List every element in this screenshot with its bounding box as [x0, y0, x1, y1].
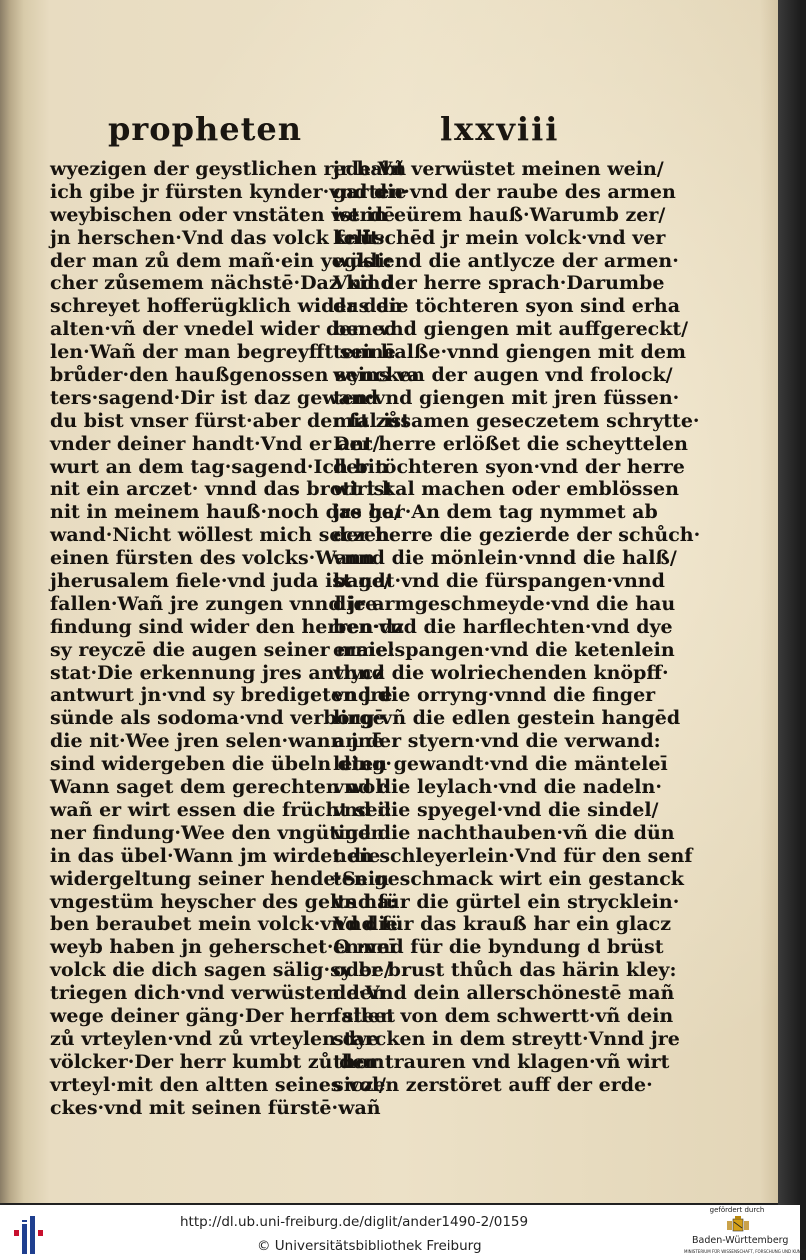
- text-column-left: [50, 158, 420, 1119]
- text-line: thor trauren vnd klagen·vñ wirt: [333, 1050, 670, 1073]
- text-line: wyezigen der geystlichen rede·Vñ: [50, 158, 407, 180]
- page-url[interactable]: http://dl.ub.uni-freiburg.de/diglit/ander1490-2/0159: [180, 1214, 529, 1230]
- text-line: nit ein arczet· vnnd das brott ist: [50, 478, 394, 501]
- copyright-notice: © Universitätsbibliothek Freiburg: [257, 1238, 482, 1254]
- text-line: sy reyczē die augen seiner maie:: [50, 638, 395, 661]
- text-line: zů vrteylen·vnd zů vrteylen dye: [50, 1027, 379, 1050]
- text-line: stat·Die erkennung jres antlycz: [50, 661, 384, 684]
- text-line: ling·vñ die edlen gestein hangēd: [333, 707, 681, 730]
- text-line: vngestüm heyscher des gelts ha:: [50, 890, 397, 913]
- text-line: wand·Nicht wöllest mich seczen: [50, 524, 390, 547]
- text-line: ckes·vnd mit seinen fürstē·wañ: [50, 1096, 381, 1119]
- sponsor-label: gefördert durch: [709, 1206, 765, 1214]
- text-line: der man zů dem mañ·ein yegkli:: [50, 249, 392, 272]
- text-line: vnd für die gürtel ein strycklein·: [333, 890, 680, 913]
- text-line: triegen dich·vnd verwüsten den: [50, 982, 386, 1005]
- text-line: ich gibe jr fürsten kynder·vnd die: [50, 180, 407, 203]
- text-line: nit in meinem hauß·noch das ge/: [50, 501, 401, 524]
- text-line: garten·vnd der raube des armen: [333, 180, 676, 203]
- text-line: das die töchteren syon sind erha: [333, 295, 681, 318]
- text-line: alten·vñ der vnedel wider den ed: [50, 318, 398, 341]
- text-line: weyb haben jn geherschet·O meī: [50, 936, 397, 959]
- text-line: ters·sagend·Dir ist daz gewand: [50, 386, 379, 409]
- text-line: sünde als sodoma·vnd verborgē: [50, 707, 385, 730]
- sponsor-name: Baden-Württemberg: [692, 1235, 789, 1246]
- text-line: leten gewandt·vnd die mänteleī: [333, 753, 668, 776]
- text-line: len·Wañ der man begreyfft seinē: [50, 341, 396, 364]
- text-line: bandt·vnd die fürspangen·vnnd: [333, 570, 665, 593]
- text-line: ten·vnd giengen mit jren füssen·: [333, 386, 680, 409]
- text-column-right: [333, 158, 701, 1097]
- text-line: wañ er wirt essen die frücht sei:: [50, 798, 392, 821]
- text-line: einen fürsten des volcks·Wann: [50, 547, 375, 570]
- text-line: ner findung·Wee den vngütigen: [50, 821, 385, 844]
- text-line: Vnd für das krauß har ein glacz: [333, 913, 671, 936]
- text-line: an der styern·vnd die verwand:: [333, 730, 661, 753]
- library-logo-icon: [12, 1212, 52, 1256]
- text-line: vnnd die mönlein·vnnd die halß/: [333, 547, 677, 570]
- text-line: nen schleyerlein·Vnd für den senf: [333, 844, 693, 867]
- sponsor-logo: [684, 1206, 806, 1258]
- text-line: volck die dich sagen sälig·sy be/: [50, 959, 391, 982]
- text-line: Wann saget dem gerechten wol·: [50, 776, 390, 799]
- text-line: sind widergeben die übeln ding·: [50, 753, 393, 776]
- text-line: schreyet hofferügklich wider den: [50, 295, 403, 318]
- text-line: oder brust thůch das härin kley:: [333, 959, 677, 982]
- text-line: vnd die spyegel·vnd die sindel/: [333, 798, 659, 821]
- text-line: ben beraubet mein volck·vnd die: [50, 913, 398, 936]
- text-line: wyncken der augen vnd frolock/: [333, 364, 673, 387]
- text-line: jre har·An dem tag nymmet ab: [333, 501, 658, 524]
- text-line: wirt kal machen oder emblössen: [333, 478, 679, 501]
- text-line: weybischen oder vnstäten werdē: [50, 203, 396, 226]
- text-line: antwurt jn·vnd sy bredigeten jre: [50, 684, 393, 707]
- text-line: cher zůsemem nächstē·Daz kind: [50, 272, 394, 295]
- text-line: du bist vnser fürst·aber der fal ist: [50, 409, 410, 432]
- folio-number: lxxviii: [440, 110, 560, 148]
- page-edge: [778, 0, 800, 1205]
- text-line: ben·vnd die harflechten·vnd dye: [333, 615, 673, 638]
- text-line: en·vnd für die byndung d brüst: [333, 936, 664, 959]
- text-line: die nit·Wee jren selen·wann jnē: [50, 730, 384, 753]
- text-line: fallen von dem schwertt·vñ dein: [333, 1004, 674, 1027]
- sponsor-ministry: MINISTERIUM FÜR WISSENSCHAFT, FORSCHUNG UND KUNST: [684, 1249, 806, 1254]
- text-line: völcker·Der herr kumbt zů dem: [50, 1050, 385, 1073]
- text-line: de·Vnd dein allerschönestē mañ: [333, 982, 675, 1005]
- text-line: knüschēd jr mein volck·vnd ver: [333, 226, 666, 249]
- text-line: wege deiner gäng·Der herr steet: [50, 1004, 396, 1027]
- text-line: ben·vnd giengen mit auffgereckt/: [333, 318, 689, 341]
- text-line: der herre die gezierde der schůch·: [333, 524, 701, 547]
- text-line: brůder·den haußgenossen seins va: [50, 364, 420, 387]
- text-line: vnd die nachthauben·vñ die dün: [333, 821, 675, 844]
- text-line: mit zůsamen geseczetem schrytte·: [333, 409, 700, 432]
- text-line: jr habt verwüstet meinen wein/: [333, 158, 664, 180]
- text-line: wüstend die antlycze der armen·: [333, 249, 679, 272]
- text-line: widergeltung seiner hende·Sein: [50, 867, 389, 890]
- text-line: Der herre erlößet die scheyttelen: [333, 432, 688, 455]
- text-line: vrteyl·mit den altten seines vol/: [50, 1073, 386, 1096]
- text-line: tem halße·vnnd giengen mit dem: [333, 341, 687, 364]
- text-line: jherusalem fiele·vnd juda ist ge/: [50, 570, 391, 593]
- text-line: der töchteren syon·vnd der herre: [333, 455, 685, 478]
- text-line: vnd die orryng·vnnd die finger: [333, 684, 656, 707]
- text-line: vnd die leylach·vnd die nadeln·: [333, 776, 662, 799]
- text-line: Vnd der herre sprach·Darumbe: [333, 272, 665, 295]
- text-line: starcken in dem streytt·Vnnd jre: [333, 1027, 680, 1050]
- coat-of-arms-icon: [727, 1216, 749, 1234]
- text-line: wurt an dem tag·sagend·Ich bin: [50, 455, 389, 478]
- text-line: ten geschmack wirt ein gestanck: [333, 867, 684, 890]
- text-line: in das übel·Wann jm wirdet die: [50, 844, 381, 867]
- text-line: findung sind wider den herren·dz: [50, 615, 404, 638]
- text-line: jn herschen·Vnd das volck fellt·: [50, 226, 386, 249]
- running-header-left: propheten: [108, 110, 302, 148]
- text-line: vnnd die wolriechenden knöpff·: [333, 661, 669, 684]
- text-line: ermelspangen·vnd die ketenlein: [333, 638, 675, 661]
- text-line: ist in eürem hauß·Warumb zer/: [333, 203, 666, 226]
- text-line: fallen·Wañ jre zungen vnnd jre: [50, 592, 378, 615]
- text-line: siczen zerstöret auff der erde·: [333, 1073, 653, 1096]
- text-line: vnder deiner handt·Vnd er ant/: [50, 432, 380, 455]
- text-line: die armgeschmeyde·vnd die hau: [333, 592, 676, 615]
